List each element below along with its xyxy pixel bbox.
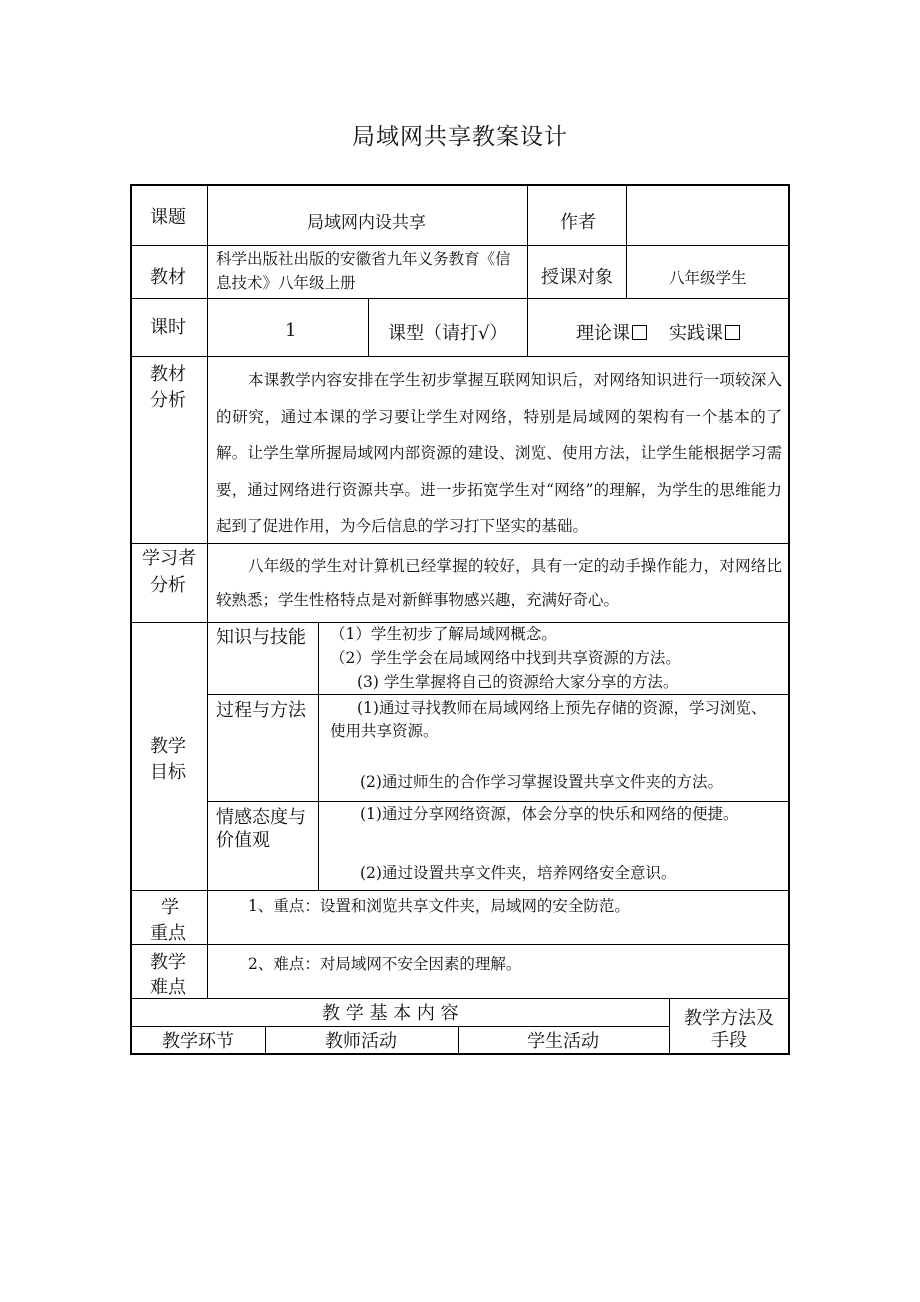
material-analysis-label-line1: 教材 <box>150 364 186 385</box>
checkbox-theory[interactable] <box>632 325 647 340</box>
textbook-value-line2: 息技术》八年级上册 <box>216 274 356 292</box>
column-divider <box>669 998 670 1055</box>
option-theory-label: 理论课 <box>576 323 630 344</box>
difficulties-label-line1: 教学 <box>150 952 186 973</box>
content-header-title: 教 学 基 本 内 容 <box>322 1003 459 1024</box>
emotion-label-line2: 价值观 <box>216 830 270 851</box>
column-divider <box>458 1026 459 1055</box>
process-item1-line1: (1)通过寻找教师在局域网络上预先存储的资源，学习浏览、 <box>357 699 767 717</box>
column-divider <box>265 1026 266 1055</box>
row-divider <box>207 801 790 802</box>
row-divider <box>130 1026 669 1027</box>
column-teacher-header: 教师活动 <box>325 1031 397 1052</box>
key-points-text: 1、重点：设置和浏览共享文件夹，局域网的安全防范。 <box>248 897 630 915</box>
row-divider <box>130 245 790 246</box>
row-divider <box>130 356 790 357</box>
textbook-value-line1: 科学出版社出版的安徽省九年义务教育《信 <box>216 250 511 268</box>
objectives-label-line1: 教学 <box>150 736 186 757</box>
learner-analysis-text: 八年级的学生对计算机已经掌握的较好，具有一定的动手操作能力，对网络比较熟悉；学生性格特点是对新鲜事物感兴趣，充满好奇心。 <box>216 557 782 609</box>
column-divider <box>527 184 528 298</box>
method-header-line1: 教学方法及 <box>684 1008 774 1029</box>
method-header-line2: 手段 <box>711 1030 747 1051</box>
process-item2: (2)通过师生的合作学习掌握设置共享文件夹的方法。 <box>360 773 723 791</box>
column-divider <box>207 184 208 998</box>
learner-analysis-label-line1: 学习者 <box>142 548 196 569</box>
column-divider <box>318 622 319 890</box>
topic-value: 局域网内设共享 <box>307 213 426 233</box>
process-method-label: 过程与方法 <box>216 700 306 721</box>
key-points-label-line2: 重点 <box>150 923 186 944</box>
material-analysis-text: 本课教学内容安排在学生初步掌握互联网知识后，对网络知识进行一项较深入的研究，通过本课的学习要让学生对网络，特别是局域网的架构有一个基本的了解。让学生掌所握局域网内部资源的建设、浏览、使用方法，让学生能根据学习需要，通过网络进行资源共享。进一步拓宽学生对“网络”的理解，为学生的思维能力起到了促进作用，为今后信息的学习打下坚实的基础。 <box>216 371 782 535</box>
emotion-label-line1: 情感态度与 <box>216 807 306 828</box>
column-divider <box>527 298 528 356</box>
learner-analysis-label-line2: 分析 <box>150 575 186 596</box>
page-title: 局域网共享教案设计 <box>352 124 568 150</box>
option-theory <box>576 322 647 346</box>
checkbox-practice[interactable] <box>725 325 740 340</box>
objectives-label-line2: 目标 <box>150 762 186 783</box>
period-label: 课时 <box>150 317 186 338</box>
knowledge-skills-label: 知识与技能 <box>216 627 306 648</box>
key-points-label-line1: 学 <box>161 897 179 918</box>
lesson-type-label: 课型（请打√） <box>388 323 508 344</box>
emotion-item1: (1)通过分享网络资源，体会分享的快乐和网络的便捷。 <box>360 805 739 823</box>
material-analysis-label-line2: 分析 <box>150 390 186 411</box>
lesson-plan-table <box>130 184 790 1055</box>
option-practice <box>669 322 740 346</box>
difficulties-label-line2: 难点 <box>150 977 186 998</box>
emotion-item2: (2)通过设置共享文件夹，培养网络安全意识。 <box>360 864 677 882</box>
audience-value: 八年级学生 <box>669 269 747 287</box>
column-stage-header: 教学环节 <box>162 1031 234 1052</box>
column-student-header: 学生活动 <box>527 1031 599 1052</box>
difficulties-text: 2、难点：对局域网不安全因素的理解。 <box>248 955 522 973</box>
row-divider <box>130 298 790 299</box>
textbook-label: 教材 <box>150 267 186 288</box>
process-item1-line2: 使用共享资源。 <box>330 722 439 740</box>
option-practice-label: 实践课 <box>669 323 723 344</box>
row-divider <box>130 890 790 891</box>
audience-label: 授课对象 <box>541 267 613 288</box>
column-divider <box>626 184 627 298</box>
knowledge-item: (3) 学生掌握将自己的资源给大家分享的方法。 <box>357 673 679 691</box>
period-value: 1 <box>285 320 297 341</box>
author-label: 作者 <box>560 212 596 233</box>
column-divider <box>368 298 369 356</box>
row-divider <box>130 944 790 945</box>
knowledge-item: （2）学生学会在局域网络中找到共享资源的方法。 <box>330 649 681 667</box>
knowledge-item: （1）学生初步了解局域网概念。 <box>330 625 557 643</box>
row-divider <box>207 694 790 695</box>
topic-label: 课题 <box>150 207 186 228</box>
row-divider <box>130 998 790 999</box>
